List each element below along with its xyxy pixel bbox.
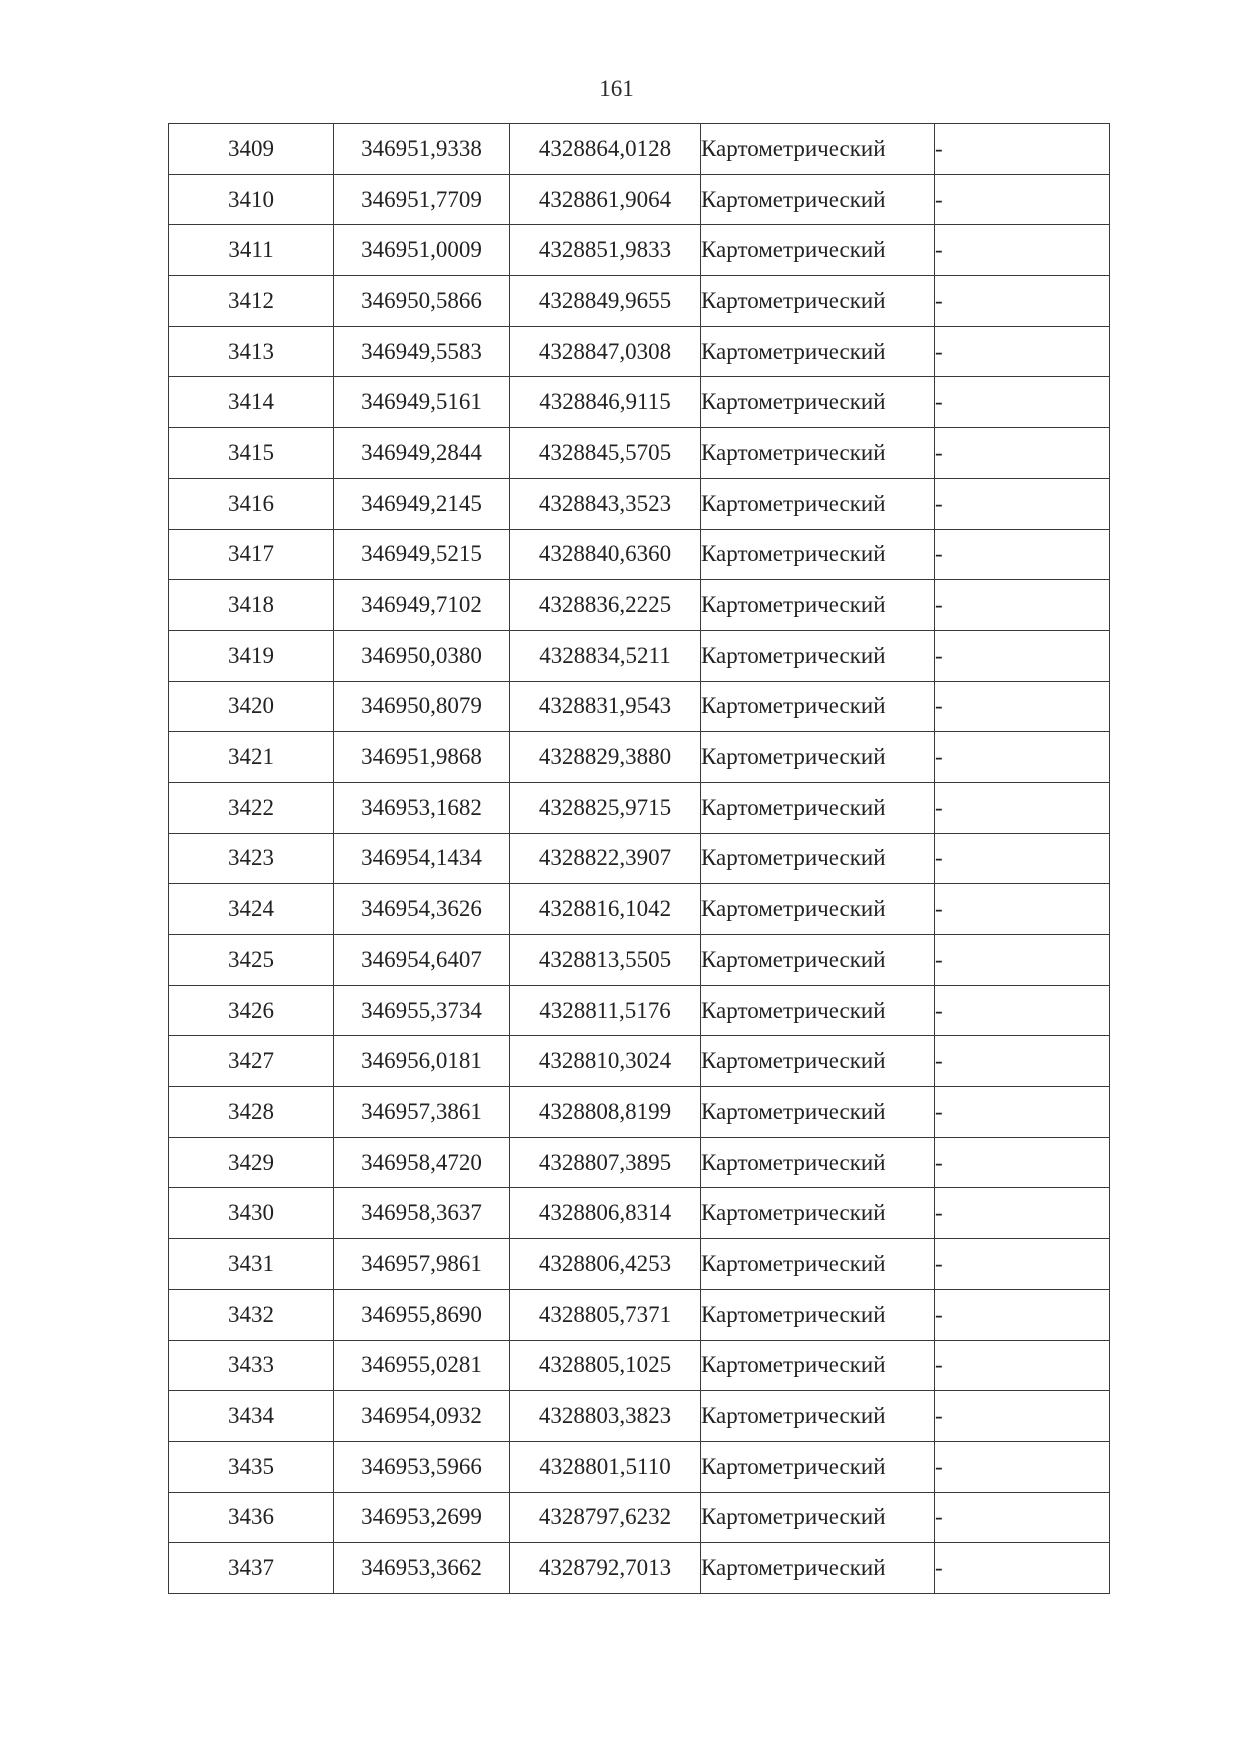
point-number-cell: 3431	[169, 1239, 334, 1290]
note-cell: -	[935, 1492, 1110, 1543]
point-number-cell: 3417	[169, 529, 334, 580]
y-coordinate-cell: 4328806,8314	[510, 1188, 701, 1239]
x-coordinate-cell: 346955,3734	[334, 985, 510, 1036]
table-row	[169, 985, 1110, 1036]
table-row	[169, 1137, 1110, 1188]
note-cell: -	[935, 681, 1110, 732]
method-cell: Картометрический	[701, 884, 935, 935]
table-row	[169, 833, 1110, 884]
point-number-cell: 3436	[169, 1492, 334, 1543]
table-row	[169, 1289, 1110, 1340]
x-coordinate-cell: 346955,0281	[334, 1340, 510, 1391]
note-cell: -	[935, 1340, 1110, 1391]
method-cell: Картометрический	[701, 580, 935, 631]
note-cell: -	[935, 1543, 1110, 1594]
method-cell: Картометрический	[701, 1137, 935, 1188]
note-cell: -	[935, 428, 1110, 479]
point-number-cell: 3426	[169, 985, 334, 1036]
method-cell: Картометрический	[701, 732, 935, 783]
table-row	[169, 529, 1110, 580]
table-row	[169, 732, 1110, 783]
x-coordinate-cell: 346951,7709	[334, 174, 510, 225]
table-row	[169, 428, 1110, 479]
point-number-cell: 3437	[169, 1543, 334, 1594]
note-cell: -	[935, 782, 1110, 833]
note-cell: -	[935, 225, 1110, 276]
y-coordinate-cell: 4328810,3024	[510, 1036, 701, 1087]
point-number-cell: 3422	[169, 782, 334, 833]
point-number-cell: 3429	[169, 1137, 334, 1188]
x-coordinate-cell: 346953,5966	[334, 1441, 510, 1492]
x-coordinate-cell: 346949,5583	[334, 326, 510, 377]
y-coordinate-cell: 4328805,1025	[510, 1340, 701, 1391]
x-coordinate-cell: 346950,5866	[334, 276, 510, 327]
method-cell: Картометрический	[701, 377, 935, 428]
coordinates-table-body	[169, 124, 1110, 1594]
point-number-cell: 3412	[169, 276, 334, 327]
table-row	[169, 326, 1110, 377]
note-cell: -	[935, 174, 1110, 225]
y-coordinate-cell: 4328846,9115	[510, 377, 701, 428]
method-cell: Картометрический	[701, 276, 935, 327]
point-number-cell: 3420	[169, 681, 334, 732]
y-coordinate-cell: 4328808,8199	[510, 1087, 701, 1138]
y-coordinate-cell: 4328801,5110	[510, 1441, 701, 1492]
x-coordinate-cell: 346953,1682	[334, 782, 510, 833]
method-cell: Картометрический	[701, 1087, 935, 1138]
table-row	[169, 1340, 1110, 1391]
y-coordinate-cell: 4328836,2225	[510, 580, 701, 631]
table-row	[169, 630, 1110, 681]
method-cell: Картометрический	[701, 529, 935, 580]
note-cell: -	[935, 580, 1110, 631]
y-coordinate-cell: 4328829,3880	[510, 732, 701, 783]
point-number-cell: 3434	[169, 1391, 334, 1442]
x-coordinate-cell: 346951,9338	[334, 124, 510, 175]
table-row	[169, 377, 1110, 428]
method-cell: Картометрический	[701, 1441, 935, 1492]
x-coordinate-cell: 346954,0932	[334, 1391, 510, 1442]
point-number-cell: 3410	[169, 174, 334, 225]
method-cell: Картометрический	[701, 478, 935, 529]
method-cell: Картометрический	[701, 428, 935, 479]
method-cell: Картометрический	[701, 1543, 935, 1594]
x-coordinate-cell: 346954,6407	[334, 935, 510, 986]
note-cell: -	[935, 326, 1110, 377]
method-cell: Картометрический	[701, 630, 935, 681]
y-coordinate-cell: 4328797,6232	[510, 1492, 701, 1543]
y-coordinate-cell: 4328825,9715	[510, 782, 701, 833]
x-coordinate-cell: 346958,4720	[334, 1137, 510, 1188]
method-cell: Картометрический	[701, 124, 935, 175]
note-cell: -	[935, 1137, 1110, 1188]
note-cell: -	[935, 529, 1110, 580]
note-cell: -	[935, 884, 1110, 935]
point-number-cell: 3421	[169, 732, 334, 783]
method-cell: Картометрический	[701, 225, 935, 276]
table-row	[169, 174, 1110, 225]
note-cell: -	[935, 732, 1110, 783]
method-cell: Картометрический	[701, 1391, 935, 1442]
x-coordinate-cell: 346954,3626	[334, 884, 510, 935]
y-coordinate-cell: 4328840,6360	[510, 529, 701, 580]
y-coordinate-cell: 4328864,0128	[510, 124, 701, 175]
x-coordinate-cell: 346950,8079	[334, 681, 510, 732]
y-coordinate-cell: 4328849,9655	[510, 276, 701, 327]
y-coordinate-cell: 4328792,7013	[510, 1543, 701, 1594]
note-cell: -	[935, 630, 1110, 681]
point-number-cell: 3419	[169, 630, 334, 681]
note-cell: -	[935, 833, 1110, 884]
y-coordinate-cell: 4328861,9064	[510, 174, 701, 225]
note-cell: -	[935, 124, 1110, 175]
y-coordinate-cell: 4328816,1042	[510, 884, 701, 935]
table-row	[169, 884, 1110, 935]
y-coordinate-cell: 4328805,7371	[510, 1289, 701, 1340]
table-row	[169, 580, 1110, 631]
table-row	[169, 1188, 1110, 1239]
table-row	[169, 1087, 1110, 1138]
note-cell: -	[935, 935, 1110, 986]
x-coordinate-cell: 346953,3662	[334, 1543, 510, 1594]
table-row	[169, 124, 1110, 175]
point-number-cell: 3411	[169, 225, 334, 276]
table-row	[169, 782, 1110, 833]
table-row	[169, 276, 1110, 327]
x-coordinate-cell: 346957,9861	[334, 1239, 510, 1290]
note-cell: -	[935, 1289, 1110, 1340]
table-row	[169, 1543, 1110, 1594]
method-cell: Картометрический	[701, 782, 935, 833]
method-cell: Картометрический	[701, 174, 935, 225]
x-coordinate-cell: 346957,3861	[334, 1087, 510, 1138]
y-coordinate-cell: 4328831,9543	[510, 681, 701, 732]
point-number-cell: 3413	[169, 326, 334, 377]
point-number-cell: 3425	[169, 935, 334, 986]
x-coordinate-cell: 346949,2145	[334, 478, 510, 529]
note-cell: -	[935, 985, 1110, 1036]
point-number-cell: 3418	[169, 580, 334, 631]
method-cell: Картометрический	[701, 1289, 935, 1340]
y-coordinate-cell: 4328834,5211	[510, 630, 701, 681]
note-cell: -	[935, 1087, 1110, 1138]
note-cell: -	[935, 276, 1110, 327]
method-cell: Картометрический	[701, 1239, 935, 1290]
point-number-cell: 3428	[169, 1087, 334, 1138]
y-coordinate-cell: 4328807,3895	[510, 1137, 701, 1188]
table-row	[169, 1239, 1110, 1290]
note-cell: -	[935, 1441, 1110, 1492]
point-number-cell: 3415	[169, 428, 334, 479]
table-row	[169, 225, 1110, 276]
y-coordinate-cell: 4328806,4253	[510, 1239, 701, 1290]
x-coordinate-cell: 346956,0181	[334, 1036, 510, 1087]
point-number-cell: 3427	[169, 1036, 334, 1087]
y-coordinate-cell: 4328851,9833	[510, 225, 701, 276]
x-coordinate-cell: 346951,0009	[334, 225, 510, 276]
note-cell: -	[935, 478, 1110, 529]
coordinates-table	[168, 123, 1110, 1594]
method-cell: Картометрический	[701, 985, 935, 1036]
table-row	[169, 478, 1110, 529]
x-coordinate-cell: 346951,9868	[334, 732, 510, 783]
note-cell: -	[935, 1239, 1110, 1290]
method-cell: Картометрический	[701, 1036, 935, 1087]
table-row	[169, 1492, 1110, 1543]
method-cell: Картометрический	[701, 833, 935, 884]
x-coordinate-cell: 346949,5215	[334, 529, 510, 580]
method-cell: Картометрический	[701, 326, 935, 377]
x-coordinate-cell: 346949,2844	[334, 428, 510, 479]
note-cell: -	[935, 1391, 1110, 1442]
y-coordinate-cell: 4328847,0308	[510, 326, 701, 377]
note-cell: -	[935, 1188, 1110, 1239]
method-cell: Картометрический	[701, 681, 935, 732]
x-coordinate-cell: 346949,5161	[334, 377, 510, 428]
method-cell: Картометрический	[701, 935, 935, 986]
x-coordinate-cell: 346949,7102	[334, 580, 510, 631]
page-number: 161	[599, 76, 634, 101]
point-number-cell: 3409	[169, 124, 334, 175]
y-coordinate-cell: 4328843,3523	[510, 478, 701, 529]
point-number-cell: 3416	[169, 478, 334, 529]
point-number-cell: 3424	[169, 884, 334, 935]
y-coordinate-cell: 4328822,3907	[510, 833, 701, 884]
table-row	[169, 681, 1110, 732]
method-cell: Картометрический	[701, 1188, 935, 1239]
table-row	[169, 1441, 1110, 1492]
method-cell: Картометрический	[701, 1492, 935, 1543]
point-number-cell: 3432	[169, 1289, 334, 1340]
table-row	[169, 935, 1110, 986]
y-coordinate-cell: 4328813,5505	[510, 935, 701, 986]
point-number-cell: 3414	[169, 377, 334, 428]
point-number-cell: 3430	[169, 1188, 334, 1239]
y-coordinate-cell: 4328845,5705	[510, 428, 701, 479]
note-cell: -	[935, 377, 1110, 428]
table-row	[169, 1036, 1110, 1087]
y-coordinate-cell: 4328811,5176	[510, 985, 701, 1036]
point-number-cell: 3433	[169, 1340, 334, 1391]
x-coordinate-cell: 346958,3637	[334, 1188, 510, 1239]
x-coordinate-cell: 346954,1434	[334, 833, 510, 884]
point-number-cell: 3435	[169, 1441, 334, 1492]
y-coordinate-cell: 4328803,3823	[510, 1391, 701, 1442]
method-cell: Картометрический	[701, 1340, 935, 1391]
x-coordinate-cell: 346953,2699	[334, 1492, 510, 1543]
point-number-cell: 3423	[169, 833, 334, 884]
x-coordinate-cell: 346950,0380	[334, 630, 510, 681]
note-cell: -	[935, 1036, 1110, 1087]
table-row	[169, 1391, 1110, 1442]
x-coordinate-cell: 346955,8690	[334, 1289, 510, 1340]
